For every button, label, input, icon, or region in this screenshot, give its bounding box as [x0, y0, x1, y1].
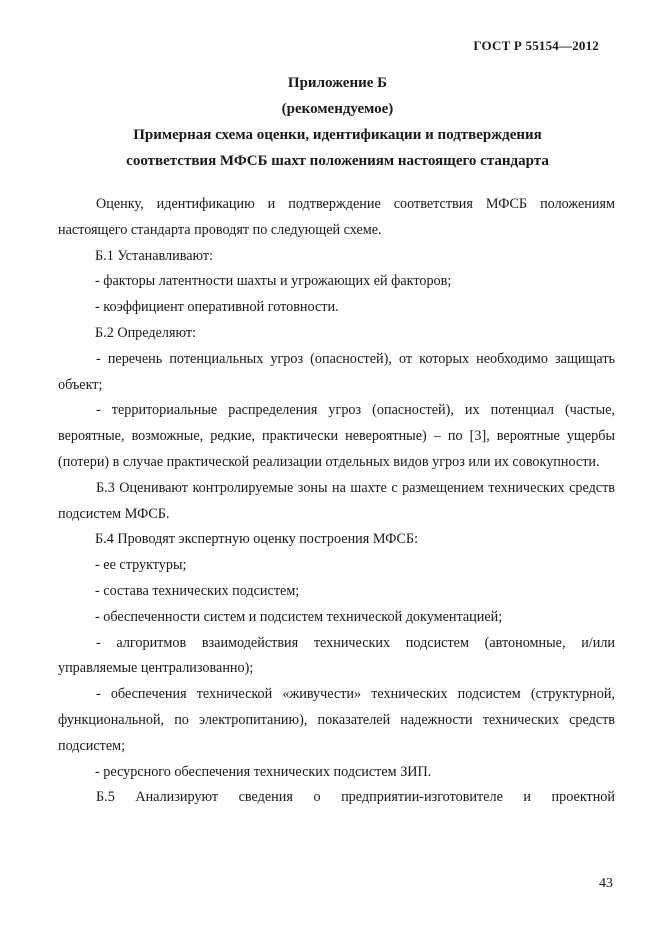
standard-code: ГОСТ Р 55154—2012: [473, 38, 599, 53]
section-b2-heading: Б.2 Определяют:: [95, 324, 197, 341]
appendix-status: (рекомендуемое): [281, 101, 394, 117]
appendix-title-line2: соответствия МФСБ шахт положениям настоящего стандарта: [126, 153, 549, 169]
document-body: [58, 192, 615, 811]
section-b4-item: - обеспеченности систем и подсистем технической документацией;: [95, 608, 503, 625]
intro-paragraph: Оценку, идентификацию и подтверждение соответствия МФСБ положениям настоящего стандарта проводят по следующей схеме.: [58, 196, 615, 238]
section-b4-item: - состава технических подсистем;: [95, 582, 300, 599]
section-b5-paragraph: Б.5 Анализируют сведения о предприятии-изготовителе и проектной: [96, 789, 615, 806]
section-b1-item: - коэффициент оперативной готовности.: [95, 299, 339, 316]
section-b4-item: - обеспечения технической «живучести» технических подсистем (структурной, функциональной, по электропитанию), показателей надежности технических средств подсистем;: [58, 686, 615, 754]
page-number: 43: [599, 876, 613, 891]
appendix-title-block: [60, 70, 615, 174]
section-b2-item: - территориальные распределения угроз (опасностей), их потенциал (частые, вероятные, возможные, редкие, практически невероятные) – по [3], вероятные ущербы (потери) в случае практической реализации отдельных видов угроз или их совокупности.: [58, 402, 615, 470]
appendix-label: Приложение Б: [287, 75, 388, 91]
section-b4-item: - алгоритмов взаимодействия технических подсистем (автономные, и/или управляемые централизованно);: [58, 634, 615, 677]
section-b4-item: - ее структуры;: [95, 557, 187, 574]
section-b3-paragraph: Б.3 Оценивают контролируемые зоны на шахте с размещением технических средств подсистем МФСБ.: [58, 479, 615, 522]
section-b2-item: - перечень потенциальных угроз (опасностей), от которых необходимо защищать объект;: [58, 350, 615, 393]
section-b1-heading: Б.1 Устанавливают:: [95, 247, 214, 264]
section-b4-item: - ресурсного обеспечения технических подсистем ЗИП.: [95, 763, 432, 780]
section-b4-heading: Б.4 Проводят экспертную оценку построения МФСБ:: [95, 531, 419, 548]
appendix-title-line1: Примерная схема оценки, идентификации и подтверждения: [133, 127, 542, 143]
section-b1-item: - факторы латентности шахты и угрожающих ей факторов;: [95, 273, 452, 290]
